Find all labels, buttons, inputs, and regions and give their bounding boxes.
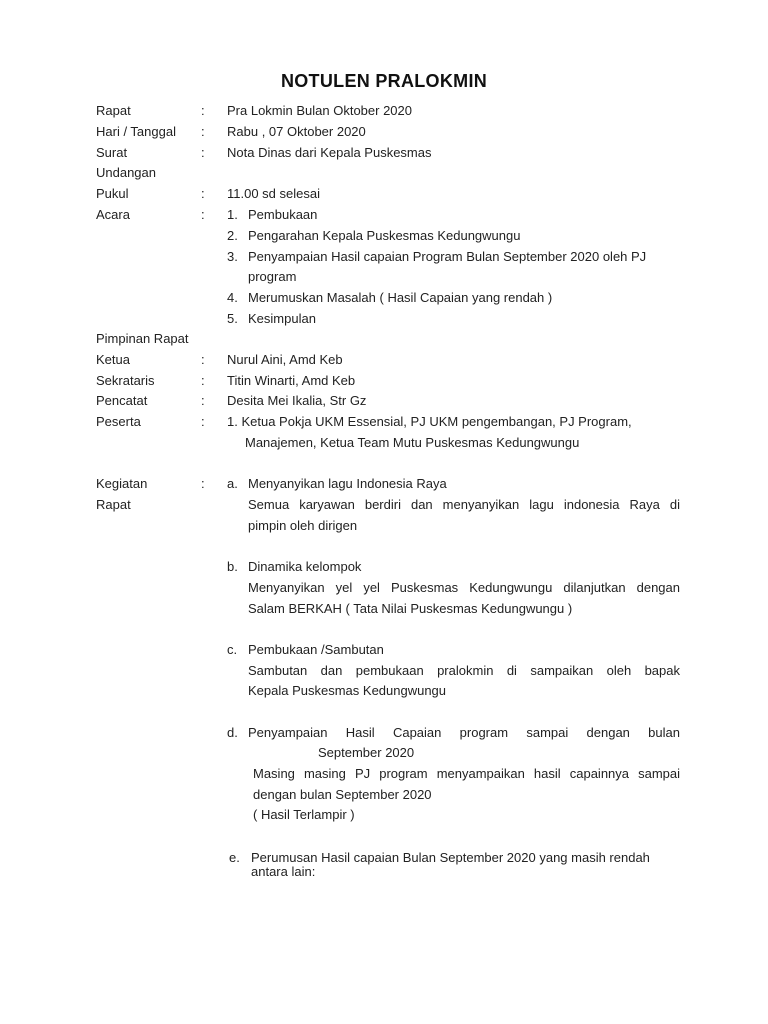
rapat-label: Rapat xyxy=(96,103,131,118)
colon: : xyxy=(201,373,205,388)
hari-value: Rabu , 07 Oktober 2020 xyxy=(227,124,366,139)
acara-number: 3. xyxy=(227,249,238,264)
acara-item-cont: program xyxy=(248,269,297,284)
kegiatan-letter: c. xyxy=(227,642,238,657)
colon: : xyxy=(201,476,205,491)
acara-item: Kesimpulan xyxy=(248,311,316,326)
peserta-line-cont: Manajemen, Ketua Team Mutu Puskesmas Kedungwungu xyxy=(245,435,580,450)
kegiatan-letter: d. xyxy=(227,725,238,740)
kegiatan-text: dengan bulan September 2020 xyxy=(253,787,432,802)
hari-label: Hari / Tanggal xyxy=(96,124,176,139)
kegiatan-heading: Penyampaian Hasil Capaian program sampai dengan bulan xyxy=(248,725,680,740)
kegiatan-heading-cont: September 2020 xyxy=(318,745,415,760)
kegiatan-label-cont: Rapat xyxy=(96,497,131,512)
kegiatan-text: Sambutan dan pembukaan pralokmin di sampaikan oleh bapak xyxy=(248,663,680,678)
kegiatan-text: Salam BERKAH ( Tata Nilai Puskesmas Kedungwungu ) xyxy=(248,601,573,616)
sekretaris-label: Sekrataris xyxy=(96,373,155,388)
kegiatan-heading: Perumusan Hasil capaian Bulan September 2020 yang masih rendah xyxy=(251,850,650,865)
colon: : xyxy=(201,124,205,139)
ketua-value: Nurul Aini, Amd Keb xyxy=(227,352,343,367)
sekretaris-value: Titin Winarti, Amd Keb xyxy=(227,373,356,388)
kegiatan-heading: Pembukaan /Sambutan xyxy=(248,642,384,657)
colon: : xyxy=(201,186,205,201)
colon: : xyxy=(201,414,205,429)
acara-number: 4. xyxy=(227,290,238,305)
kegiatan-text: pimpin oleh dirigen xyxy=(248,518,358,533)
kegiatan-text: ( Hasil Terlampir ) xyxy=(253,807,355,822)
acara-label: Acara xyxy=(96,207,130,222)
pukul-value: 11.00 sd selesai xyxy=(227,186,320,201)
kegiatan-letter: b. xyxy=(227,559,238,574)
acara-number: 5. xyxy=(227,311,238,326)
acara-number: 2. xyxy=(227,228,238,243)
acara-item: Merumuskan Masalah ( Hasil Capaian yang rendah ) xyxy=(248,290,553,305)
acara-item: Penyampaian Hasil capaian Program Bulan September 2020 oleh PJ xyxy=(248,249,647,264)
acara-item: Pengarahan Kepala Puskesmas Kedungwungu xyxy=(248,228,521,243)
colon: : xyxy=(201,352,205,367)
peserta-label: Peserta xyxy=(96,414,141,429)
kegiatan-label: Kegiatan xyxy=(96,476,148,491)
pencatat-label: Pencatat xyxy=(96,393,148,408)
kegiatan-heading: Menyanyikan lagu Indonesia Raya xyxy=(248,476,447,491)
kegiatan-letter: a. xyxy=(227,476,238,491)
colon: : xyxy=(201,207,205,222)
peserta-line: 1. Ketua Pokja UKM Essensial, PJ UKM pengembangan, PJ Program, xyxy=(227,414,632,429)
acara-number: 1. xyxy=(227,207,238,222)
kegiatan-text: Masing masing PJ program menyampaikan hasil capainnya sampai xyxy=(253,766,680,781)
surat-label: Surat xyxy=(96,145,128,160)
pencatat-value: Desita Mei Ikalia, Str Gz xyxy=(227,393,367,408)
surat-label-cont: Undangan xyxy=(96,165,156,180)
kegiatan-heading: Dinamika kelompok xyxy=(248,559,362,574)
kegiatan-text: Semua karyawan berdiri dan menyanyikan lagu indonesia Raya di xyxy=(248,497,680,512)
pimpinan-heading: Pimpinan Rapat xyxy=(96,331,189,346)
pukul-label: Pukul xyxy=(96,186,129,201)
ketua-label: Ketua xyxy=(96,352,130,367)
kegiatan-text: Kepala Puskesmas Kedungwungu xyxy=(248,683,447,698)
colon: : xyxy=(201,393,205,408)
acara-item: Pembukaan xyxy=(248,207,318,222)
colon: : xyxy=(201,103,205,118)
surat-value: Nota Dinas dari Kepala Puskesmas xyxy=(227,145,432,160)
document-title: NOTULEN PRALOKMIN xyxy=(280,71,488,91)
rapat-value: Pra Lokmin Bulan Oktober 2020 xyxy=(227,103,412,118)
kegiatan-text: Menyanyikan yel yel Puskesmas Kedungwungu dilanjutkan dengan xyxy=(248,580,680,595)
kegiatan-letter: e. xyxy=(229,850,240,865)
colon: : xyxy=(201,145,205,160)
kegiatan-heading-cont: antara lain: xyxy=(251,864,316,879)
